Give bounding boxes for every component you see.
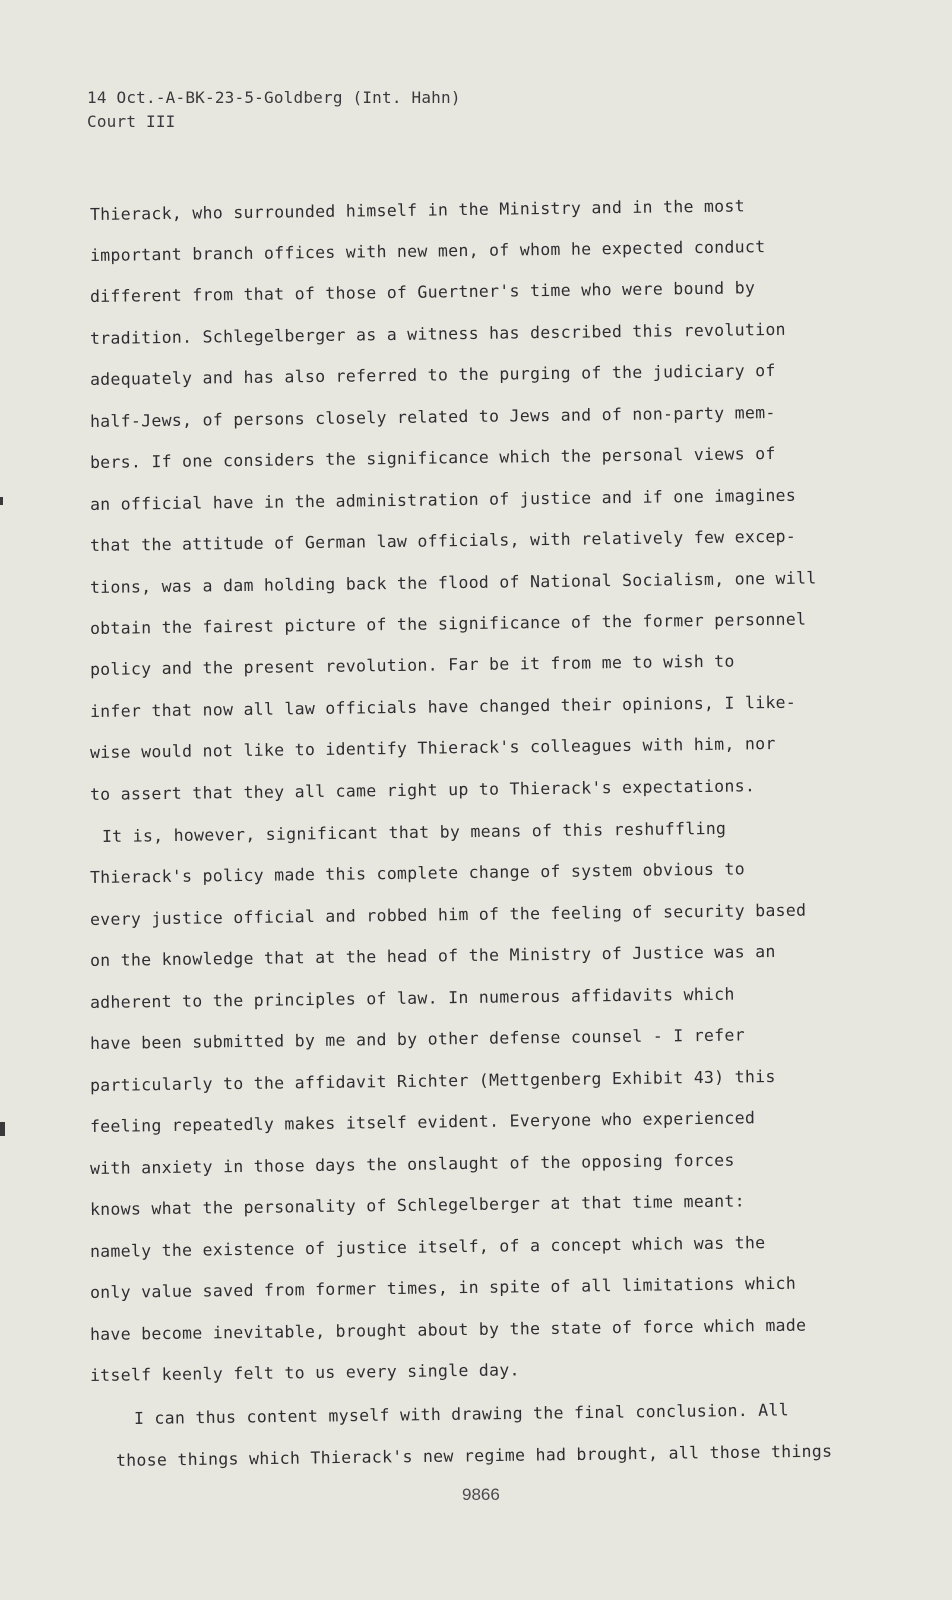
body-line: have become inevitable, brought about by the state of force which made [89,1315,807,1344]
body-line: feeling repeatedly makes itself evident. Everyone who experienced [89,1108,756,1136]
body-line: It is, however, significant that by means of this reshuffling [101,818,727,846]
binding-mark [0,497,3,505]
body-line: Thierack's policy made this complete change of system obvious to [89,859,746,887]
body-line: I can thus content myself with drawing the final conclusion. All [133,1400,790,1428]
page-number: 9866 [462,1485,500,1504]
body-line: adherent to the principles of law. In numerous affidavits which [89,984,735,1012]
body-line: on the knowledge that at the head of the Ministry of Justice was an [89,942,776,970]
body-line: with anxiety in those days the onslaught of the opposing forces [89,1150,735,1178]
body-line: namely the existence of justice itself, of a concept which was the [89,1233,766,1261]
binding-mark [0,1122,5,1136]
body-line: that the attitude of German law officials, with relatively few excep- [89,526,797,555]
body-line: obtain the fairest picture of the significance of the former personnel [89,609,807,638]
body-line: to assert that they all came right up to Thierack's expectations. [89,776,756,804]
header-reference-line: 14 Oct.-A-BK-23-5-Goldberg (Int. Hahn) [87,88,461,107]
body-line: particularly to the affidavit Richter (Mettgenberg Exhibit 43) this [89,1067,776,1095]
body-line: itself keenly felt to us every single day. [89,1360,520,1385]
body-line: bers. If one considers the significance which the personal views of [89,444,776,472]
body-line: only value saved from former times, in spite of all limitations which [89,1273,797,1302]
document-header [87,86,461,134]
body-line: have been submitted by me and by other defense counsel - I refer [89,1025,746,1053]
body-line: those things which Thierack's new regime had brought, all those things [115,1441,833,1470]
body-line: tradition. Schlegelberger as a witness has described this revolution [89,319,786,348]
body-line: adequately and has also referred to the purging of the judiciary of [89,361,776,389]
body-line: wise would not like to identify Thierack's colleagues with him, nor [89,734,776,762]
body-line: Thierack, who surrounded himself in the Ministry and in the most [89,196,746,224]
body-line: an official have in the administration of justice and if one imagines [89,485,797,514]
body-line: half-Jews, of persons closely related to Jews and of non-party mem- [89,403,776,431]
body-line: infer that now all law officials have changed their opinions, I like- [89,692,797,721]
body-line: different from that of those of Guertner's time who were bound by [89,278,756,306]
header-court-line: Court III [87,112,176,131]
body-line: knows what the personality of Schlegelberger at that time meant: [89,1191,746,1219]
body-line: policy and the present revolution. Far be it from me to wish to [89,651,735,679]
body-line: tions, was a dam holding back the flood of National Socialism, one will [89,568,817,597]
body-line: important branch offices with new men, of whom he expected conduct [89,237,766,265]
body-line: every justice official and robbed him of the feeling of security based [89,900,807,929]
